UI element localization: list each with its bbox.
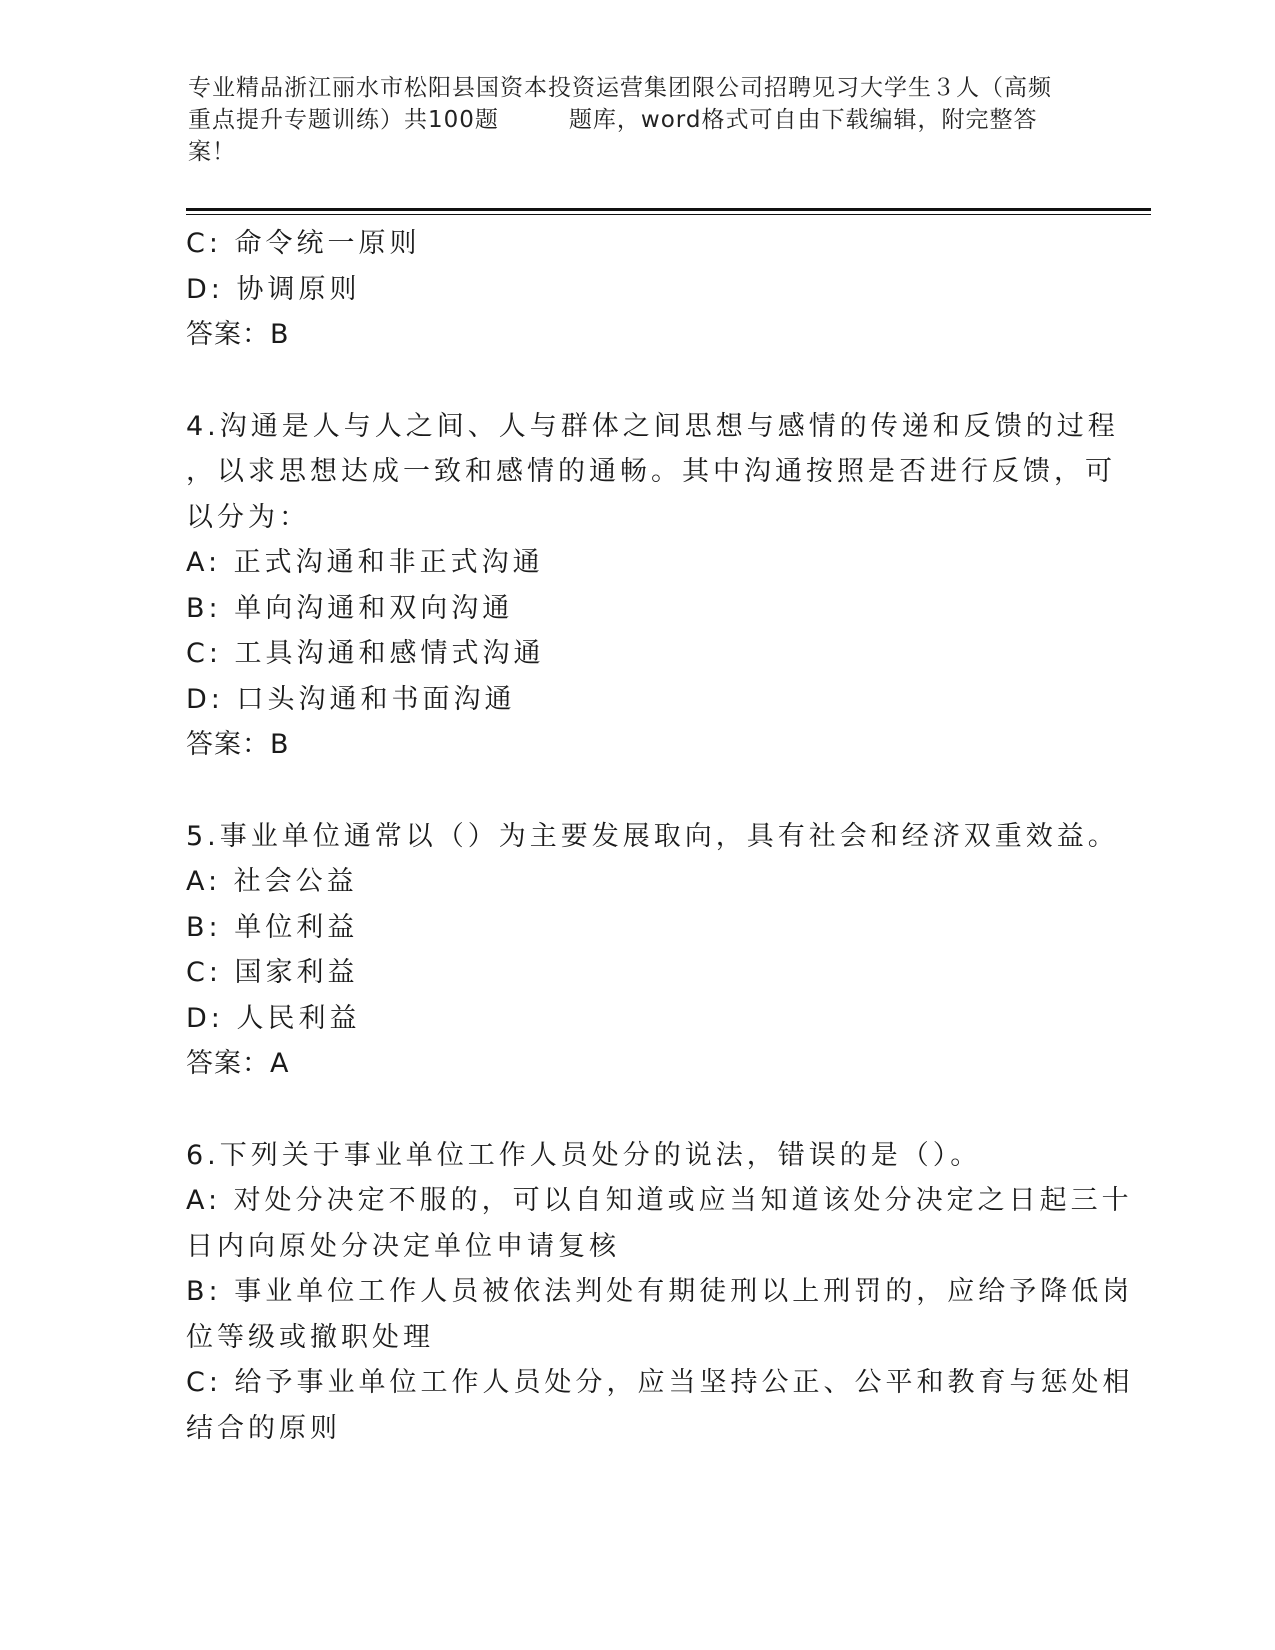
q4-stem-line-3: 以分为： bbox=[186, 501, 310, 533]
q6-option-c-line-1: C: 给予事业单位工作人员处分，应当坚持公正、公平和教育与惩处相 bbox=[186, 1367, 1134, 1398]
q3-option-c: C: 命令统一原则 bbox=[186, 228, 421, 259]
q6-option-a-line-1: A: 对处分决定不服的，可以自知道或应当知道该处分决定之日起三十 bbox=[186, 1185, 1133, 1216]
q5-answer: 答案：A bbox=[186, 1048, 290, 1079]
document-header bbox=[188, 72, 1088, 168]
header-line-2a: 重点提升专题训练）共100题 bbox=[188, 107, 499, 133]
question-4 bbox=[186, 404, 1119, 768]
header-divider-thick bbox=[186, 208, 1151, 211]
q4-answer: 答案：B bbox=[186, 729, 290, 760]
header-line-2 bbox=[188, 104, 1088, 136]
header-line-2b: 题库，word格式可自由下载编辑，附完整答 bbox=[568, 107, 1038, 133]
question-3 bbox=[186, 221, 1086, 358]
q5-option-d: D: 人民利益 bbox=[186, 1002, 361, 1034]
q5-option-b: B: 单位利益 bbox=[186, 911, 359, 943]
q6-stem-line-1: 6.下列关于事业单位工作人员处分的说法，错误的是（）。 bbox=[186, 1139, 982, 1171]
header-line-3: 案！ bbox=[188, 139, 236, 165]
q6-option-b-line-1: B: 事业单位工作人员被依法判处有期徒刑以上刑罚的，应给予降低岗 bbox=[186, 1276, 1134, 1307]
question-list bbox=[186, 221, 1134, 1451]
q3-answer: 答案：B bbox=[186, 319, 290, 350]
q4-option-c: C: 工具沟通和感情式沟通 bbox=[186, 638, 545, 669]
q5-option-c: C: 国家利益 bbox=[186, 957, 359, 988]
q4-stem-line-2: ，以求思想达成一致和感情的通畅。其中沟通按照是否进行反馈，可 bbox=[186, 456, 1116, 487]
q4-stem-line-1: 4.沟通是人与人之间、人与群体之间思想与感情的传递和反馈的过程 bbox=[186, 410, 1119, 442]
q4-option-a: A: 正式沟通和非正式沟通 bbox=[186, 547, 544, 578]
header-divider-thin bbox=[186, 214, 1151, 215]
q6-option-a-line-2: 日内向原处分决定单位申请复核 bbox=[186, 1230, 620, 1262]
q5-option-a: A: 社会公益 bbox=[186, 866, 358, 897]
header-line-1: 专业精品浙江丽水市松阳县国资本投资运营集团限公司招聘见习大学生３人（高频 bbox=[188, 75, 1052, 101]
q3-option-d: D: 协调原则 bbox=[186, 273, 361, 305]
q5-stem-line-1: 5.事业单位通常以（）为主要发展取向，具有社会和经济双重效益。 bbox=[186, 820, 1119, 852]
q6-option-b-line-2: 位等级或撤职处理 bbox=[186, 1321, 434, 1353]
question-5 bbox=[186, 814, 1119, 1087]
q4-option-b: B: 单向沟通和双向沟通 bbox=[186, 592, 514, 624]
q4-option-d: D: 口头沟通和书面沟通 bbox=[186, 683, 516, 715]
q6-option-c-line-2: 结合的原则 bbox=[186, 1412, 341, 1444]
question-6 bbox=[186, 1133, 1134, 1452]
